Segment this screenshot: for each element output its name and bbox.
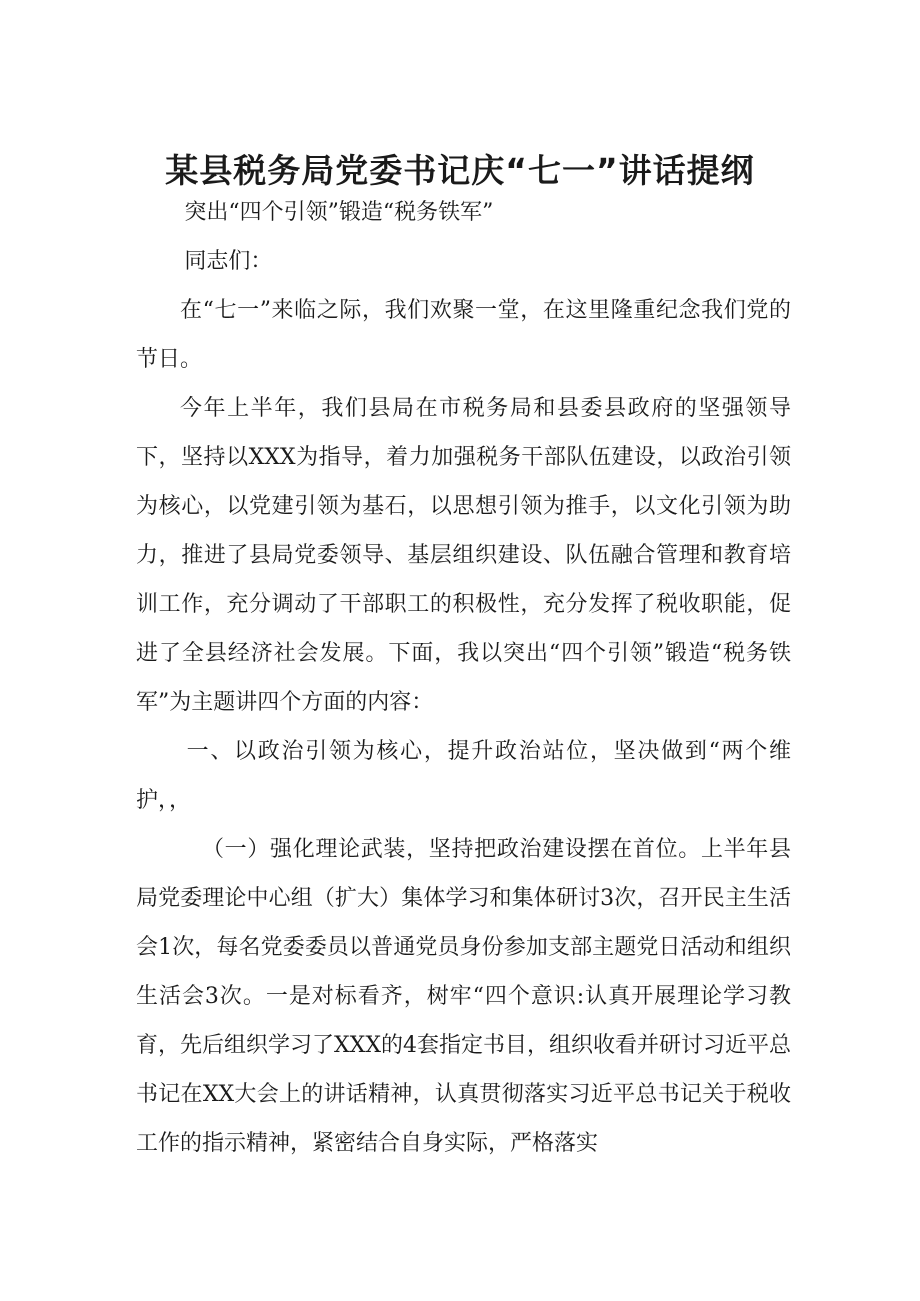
document-title: 某县税务局党委书记庆“七一”讲话提纲 bbox=[165, 151, 755, 190]
document-body bbox=[136, 188, 791, 1168]
section-heading-1: 一、以政治引领为核心，提升政治站位，坚决做到“两个维护，， bbox=[136, 739, 791, 813]
paragraph-summary: 今年上半年，我们县局在市税务局和县委县政府的坚强领导下，坚持以XXX为指导，着力加强税务干部队伍建设，以政治引领为核心，以党建引领为基石，以思想引领为推手，以文化引领为助力，推进了县局党委领导、基层组织建设、队伍融合管理和教育培训工作，充分调动了干部职工的积极性，充分发挥了税收职能，促进了全县经济社会发展。下面，我以突出“四个引领”锻造“税务铁军”为主题讲四个方面的内容： bbox=[136, 396, 791, 715]
subsection-1-1: （一）强化理论武装，坚持把政治建设摆在首位。上半年县局党委理论中心组（扩大）集体学习和集体研讨3次，召开民主生活会1次，每名党委委员以普通党员身份参加支部主题党日活动和组织生活会3次。一是对标看齐，树牢“四个意识:认真开展理论学习教育，先后组织学习了XXX的4套指定书目，组织收看并研讨习近平总书记在XX大会上的讲话精神，认真贯彻落实习近平总书记关于税收工作的指示精神，紧密结合自身实际，严格落实 bbox=[136, 837, 791, 1156]
paragraph-intro: 在“七一”来临之际，我们欢聚一堂，在这里隆重纪念我们党的节日。 bbox=[136, 298, 791, 372]
document-subtitle: 突出“四个引领”锻造“税务铁军” bbox=[184, 200, 494, 225]
greeting: 同志们： bbox=[184, 249, 273, 274]
